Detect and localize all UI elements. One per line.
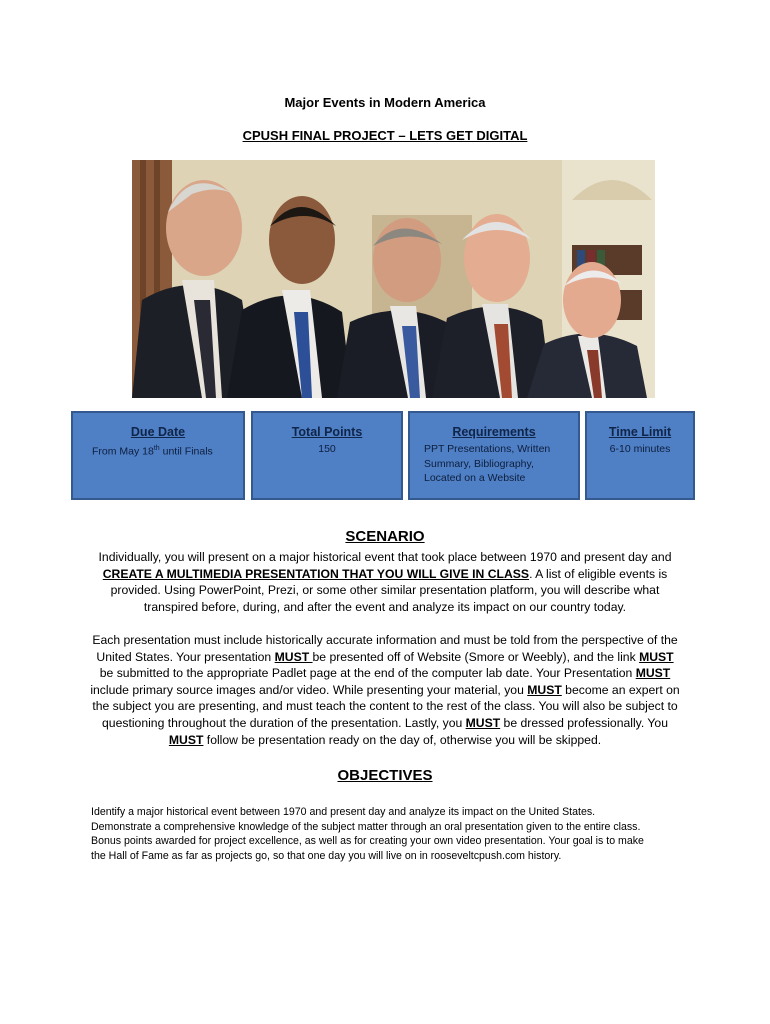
due-date-box [71, 411, 245, 500]
document-subtitle: CPUSH FINAL PROJECT – LETS GET DIGITAL [242, 128, 528, 143]
total-points-box [251, 411, 403, 500]
total-points-value: 150 [318, 443, 336, 455]
group-photo [132, 160, 655, 398]
requirements-box [408, 411, 580, 500]
objective-line: the Hall of Fame as far as projects go, so that one day you will live on in rooseveltcpush.com history. [91, 849, 562, 862]
total-points-heading: Total Points [291, 425, 363, 439]
scenario-paragraph-1: Individually, you will present on a major historical event that took place between 1970 and present day and CREATE A MULTIMEDIA PRESENTATION THAT YOU WILL GIVE IN CLASS. A list of eligible events is provided. Using PowerPoint, Prezi, or some other similar presentation platform, you will describe what transpired before, during, and after the event and analyze its impact on our country today. [98, 550, 672, 614]
objective-line: Identify a major historical event between 1970 and present day and analyze its impact on the United States. [91, 806, 596, 818]
time-limit-box [585, 411, 695, 500]
scenario-paragraph-2: Each presentation must include historically accurate information and must be told from the perspective of the United States. Your presentation MUST be presented off of Website (Smore or Weebly), and the link MUST be submitted to the appropriate Padlet page at the end of the computer lab date. Your Presentation MUST include primary source images and/or video. While presenting your material, you MUST become an expert on the subject you are presenting, and must teach the content to the rest of the class. You will also be subject to questioning throughout the duration of the presentation. Lastly, you MUST be dressed professionally. You MUST follow be presentation ready on the day of, otherwise you will be skipped. [90, 633, 680, 747]
scenario-heading: SCENARIO [345, 528, 425, 545]
due-date-value: From May 18th until Finals [92, 445, 213, 458]
objectives-heading: OBJECTIVES [337, 767, 433, 784]
requirements-heading: Requirements [452, 425, 536, 439]
requirements-value: PPT Presentations, Written Summary, Bibliography, Located on a Website [424, 443, 551, 484]
objective-line: Bonus points awarded for project excellence, as well as for creating your own video presentation. Your goal is to make [91, 835, 644, 848]
document-title: Major Events in Modern America [284, 95, 486, 110]
objective-line: Demonstrate a comprehensive knowledge of the subject matter through an oral presentation given to the entire class. [91, 820, 641, 833]
objectives-list [91, 805, 681, 863]
time-limit-value: 6-10 minutes [609, 443, 671, 455]
due-date-heading: Due Date [130, 425, 186, 439]
time-limit-heading: Time Limit [608, 425, 672, 439]
